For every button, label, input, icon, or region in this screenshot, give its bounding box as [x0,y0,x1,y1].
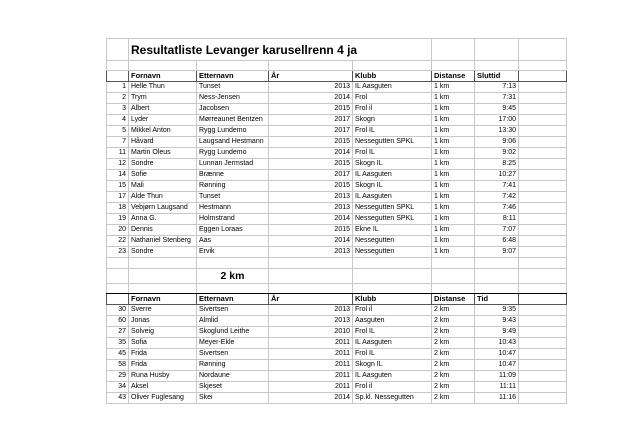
column-header[interactable]: Klubb [353,71,432,82]
distance-cell[interactable]: 1 km [432,104,475,115]
finish-time-cell[interactable]: 9:07 [475,247,519,258]
last-name-cell[interactable]: Rønning [197,181,269,192]
birth-year-cell[interactable]: 2010 [269,327,353,338]
column-header[interactable]: Klubb [353,294,432,305]
column-header[interactable]: År [269,71,353,82]
column-header[interactable]: Fornavn [129,71,197,82]
empty-cell[interactable] [129,61,197,71]
title-row [107,39,567,61]
finish-time-cell[interactable]: 13:30 [475,126,519,137]
empty-cell[interactable] [353,268,432,283]
start-number-cell[interactable]: 5 [107,126,129,137]
last-name-cell[interactable]: Sivertsen [197,349,269,360]
distance-cell[interactable]: 1 km [432,247,475,258]
start-number-cell[interactable]: 60 [107,316,129,327]
last-name-cell[interactable]: Almlid [197,316,269,327]
birth-year-cell[interactable]: 2011 [269,382,353,393]
result-row [107,360,567,371]
empty-cell[interactable] [519,93,567,104]
last-name-cell[interactable]: Laugsand Hestmann [197,137,269,148]
empty-cell[interactable] [519,305,567,316]
empty-cell[interactable] [519,115,567,126]
result-row [107,93,567,104]
birth-year-cell[interactable]: 2013 [269,305,353,316]
empty-cell[interactable] [519,61,567,71]
empty-cell[interactable] [519,148,567,159]
result-row [107,327,567,338]
result-row [107,159,567,170]
distance-cell[interactable]: 1 km [432,148,475,159]
start-number-cell[interactable]: 12 [107,159,129,170]
start-number-cell[interactable]: 18 [107,203,129,214]
empty-cell[interactable] [269,258,353,268]
result-row [107,170,567,181]
first-name-cell[interactable]: Runa Husby [129,371,197,382]
header-row [107,294,567,305]
last-name-cell[interactable]: Rønning [197,360,269,371]
empty-cell[interactable] [129,258,197,268]
first-name-cell[interactable]: Alde Thun [129,192,197,203]
start-number-cell[interactable]: 30 [107,305,129,316]
distance-cell[interactable]: 1 km [432,137,475,148]
empty-cell[interactable] [129,283,197,293]
club-cell[interactable]: Nessegutten SPKL [353,137,432,148]
start-number-cell[interactable]: 20 [107,225,129,236]
empty-cell[interactable] [197,283,269,293]
column-header[interactable]: Etternavn [197,294,269,305]
club-cell[interactable]: IL Aasguten [353,170,432,181]
club-cell[interactable]: Skogn [353,115,432,126]
first-name-cell[interactable]: Martin Oleus [129,148,197,159]
club-cell[interactable]: Nessegutten [353,247,432,258]
column-header[interactable]: Tid [475,294,519,305]
result-row [107,349,567,360]
club-cell[interactable]: Nessegutten [353,236,432,247]
first-name-cell[interactable]: Oliver Fuglesang [129,393,197,404]
birth-year-cell[interactable]: 2014 [269,93,353,104]
first-name-cell[interactable]: Sofie [129,170,197,181]
last-name-cell[interactable]: Meyer-Ekle [197,338,269,349]
finish-time-cell[interactable]: 7:46 [475,203,519,214]
empty-cell[interactable] [269,283,353,293]
birth-year-cell[interactable]: 2013 [269,247,353,258]
birth-year-cell[interactable]: 2011 [269,338,353,349]
empty-cell[interactable] [269,61,353,71]
empty-cell[interactable] [197,61,269,71]
club-cell[interactable]: Aasguten [353,316,432,327]
first-name-cell[interactable]: Albert [129,104,197,115]
column-header[interactable]: Fornavn [129,294,197,305]
club-cell[interactable]: Nessegutten SPKL [353,203,432,214]
first-name-cell[interactable]: Helle Thun [129,82,197,93]
finish-time-cell[interactable]: 9:49 [475,327,519,338]
result-row [107,393,567,404]
last-name-cell[interactable]: Ness-Jensen [197,93,269,104]
start-number-cell[interactable]: 58 [107,360,129,371]
results-spreadsheet [106,38,567,404]
empty-cell[interactable] [519,247,567,258]
start-number-cell[interactable]: 7 [107,137,129,148]
empty-cell[interactable] [107,71,129,82]
last-name-cell[interactable]: Skei [197,393,269,404]
last-name-cell[interactable]: Rygg Lundemo [197,126,269,137]
empty-cell[interactable] [107,258,129,268]
distance-cell[interactable]: 1 km [432,93,475,104]
club-cell[interactable]: Frol il [353,382,432,393]
start-number-cell[interactable]: 45 [107,349,129,360]
empty-cell[interactable] [519,294,567,305]
first-name-cell[interactable]: Vebjørn Laugsand [129,203,197,214]
sheet-body [107,39,567,404]
distance-cell[interactable]: 2 km [432,349,475,360]
result-row [107,247,567,258]
first-name-cell[interactable]: Solveig [129,327,197,338]
result-row [107,126,567,137]
club-cell[interactable]: Frol il [353,305,432,316]
first-name-cell[interactable]: Anna G. [129,214,197,225]
club-cell[interactable]: Frol IL [353,327,432,338]
birth-year-cell[interactable]: 2015 [269,159,353,170]
empty-cell[interactable] [269,268,353,283]
last-name-cell[interactable]: Jacobsen [197,104,269,115]
empty-cell[interactable] [519,170,567,181]
club-cell[interactable]: Skogn IL [353,360,432,371]
start-number-cell[interactable]: 4 [107,115,129,126]
empty-cell[interactable] [475,283,519,293]
club-cell[interactable]: IL Aasguten [353,338,432,349]
distance-cell[interactable]: 1 km [432,115,475,126]
blank-row [107,283,567,293]
last-name-cell[interactable]: Ervik [197,247,269,258]
empty-cell[interactable] [432,39,475,61]
last-name-cell[interactable]: Tunset [197,192,269,203]
empty-cell[interactable] [519,39,567,61]
last-name-cell[interactable]: Rygg Lundemo [197,148,269,159]
empty-cell[interactable] [519,192,567,203]
empty-cell[interactable] [107,294,129,305]
first-name-cell[interactable]: Frida [129,360,197,371]
club-cell[interactable]: Skogn IL [353,159,432,170]
empty-cell[interactable] [519,371,567,382]
birth-year-cell[interactable]: 2013 [269,82,353,93]
start-number-cell[interactable]: 22 [107,236,129,247]
distance-cell[interactable]: 2 km [432,305,475,316]
first-name-cell[interactable]: Nathaniel Stenberg [129,236,197,247]
distance-cell[interactable]: 1 km [432,203,475,214]
result-row [107,137,567,148]
column-header[interactable]: År [269,294,353,305]
result-row [107,148,567,159]
finish-time-cell[interactable]: 7:13 [475,82,519,93]
empty-cell[interactable] [519,104,567,115]
distance-cell[interactable]: 2 km [432,382,475,393]
birth-year-cell[interactable]: 2015 [269,181,353,192]
empty-cell[interactable] [432,283,475,293]
club-cell[interactable]: IL Aasguten [353,82,432,93]
empty-cell[interactable] [475,61,519,71]
distance-cell[interactable]: 2 km [432,338,475,349]
finish-time-cell[interactable]: 10:47 [475,360,519,371]
birth-year-cell[interactable]: 2014 [269,236,353,247]
empty-cell[interactable] [519,382,567,393]
sheet-title[interactable]: Resultatliste Levanger karusellrenn 4 ja [129,39,432,61]
finish-time-cell[interactable]: 7:07 [475,225,519,236]
finish-time-cell[interactable]: 7:41 [475,181,519,192]
empty-cell[interactable] [519,349,567,360]
start-number-cell[interactable]: 43 [107,393,129,404]
distance-cell[interactable]: 1 km [432,192,475,203]
distance-cell[interactable]: 2 km [432,371,475,382]
empty-cell[interactable] [197,258,269,268]
section-heading[interactable]: 2 km [197,268,269,283]
result-row [107,338,567,349]
club-cell[interactable]: Frol IL [353,126,432,137]
finish-time-cell[interactable]: 10:43 [475,338,519,349]
first-name-cell[interactable]: Sofia [129,338,197,349]
birth-year-cell[interactable]: 2011 [269,349,353,360]
first-name-cell[interactable]: Frida [129,349,197,360]
last-name-cell[interactable]: Skjeset [197,382,269,393]
birth-year-cell[interactable]: 2017 [269,115,353,126]
result-row [107,382,567,393]
empty-cell[interactable] [519,225,567,236]
empty-cell[interactable] [353,283,432,293]
column-header[interactable]: Distanse [432,294,475,305]
distance-cell[interactable]: 1 km [432,159,475,170]
empty-cell[interactable] [107,268,129,283]
result-row [107,181,567,192]
last-name-cell[interactable]: Tunset [197,82,269,93]
last-name-cell[interactable]: Eggen Loraas [197,225,269,236]
finish-time-cell[interactable]: 9:06 [475,137,519,148]
finish-time-cell[interactable]: 9:45 [475,104,519,115]
start-number-cell[interactable]: 15 [107,181,129,192]
last-name-cell[interactable]: Sivertsen [197,305,269,316]
last-name-cell[interactable]: Hestmann [197,203,269,214]
club-cell[interactable]: Frol IL [353,148,432,159]
result-row [107,371,567,382]
empty-cell[interactable] [519,214,567,225]
empty-cell[interactable] [475,258,519,268]
column-header[interactable]: Sluttid [475,71,519,82]
result-row [107,214,567,225]
last-name-cell[interactable]: Lunnan Jermstad [197,159,269,170]
empty-cell[interactable] [475,39,519,61]
finish-time-cell[interactable]: 9:02 [475,148,519,159]
club-cell[interactable]: Nessegutten SPKL [353,214,432,225]
blank-row [107,61,567,71]
finish-time-cell[interactable]: 11:09 [475,371,519,382]
distance-cell[interactable]: 1 km [432,126,475,137]
start-number-cell[interactable]: 19 [107,214,129,225]
empty-cell[interactable] [107,39,129,61]
birth-year-cell[interactable]: 2013 [269,316,353,327]
empty-cell[interactable] [519,360,567,371]
distance-cell[interactable]: 1 km [432,225,475,236]
empty-cell[interactable] [519,283,567,293]
result-row [107,236,567,247]
empty-cell[interactable] [519,258,567,268]
finish-time-cell[interactable]: 6:48 [475,236,519,247]
distance-cell[interactable]: 2 km [432,393,475,404]
finish-time-cell[interactable]: 8:25 [475,159,519,170]
empty-cell[interactable] [475,268,519,283]
empty-cell[interactable] [432,258,475,268]
empty-cell[interactable] [519,159,567,170]
first-name-cell[interactable]: Sondre [129,247,197,258]
result-row [107,104,567,115]
last-name-cell[interactable]: Aas [197,236,269,247]
first-name-cell[interactable]: Lyder [129,115,197,126]
birth-year-cell[interactable]: 2015 [269,137,353,148]
empty-cell[interactable] [519,393,567,404]
start-number-cell[interactable]: 11 [107,148,129,159]
birth-year-cell[interactable]: 2015 [269,225,353,236]
start-number-cell[interactable]: 2 [107,93,129,104]
start-number-cell[interactable]: 1 [107,82,129,93]
empty-cell[interactable] [519,126,567,137]
empty-cell[interactable] [353,61,432,71]
empty-cell[interactable] [353,258,432,268]
first-name-cell[interactable]: Sverre [129,305,197,316]
column-header[interactable]: Etternavn [197,71,269,82]
distance-cell[interactable]: 2 km [432,360,475,371]
empty-cell[interactable] [519,236,567,247]
club-cell[interactable]: Frol [353,93,432,104]
finish-time-cell[interactable]: 11:16 [475,393,519,404]
result-row [107,192,567,203]
finish-time-cell[interactable]: 7:42 [475,192,519,203]
birth-year-cell[interactable]: 2014 [269,393,353,404]
result-row [107,316,567,327]
empty-cell[interactable] [107,61,129,71]
first-name-cell[interactable]: Håvard [129,137,197,148]
distance-cell[interactable]: 2 km [432,327,475,338]
distance-cell[interactable]: 1 km [432,214,475,225]
empty-cell[interactable] [519,268,567,283]
start-number-cell[interactable]: 23 [107,247,129,258]
birth-year-cell[interactable]: 2017 [269,170,353,181]
empty-cell[interactable] [519,338,567,349]
empty-cell[interactable] [519,316,567,327]
column-header[interactable]: Distanse [432,71,475,82]
club-cell[interactable]: Skogn IL [353,181,432,192]
club-cell[interactable]: Ekne IL [353,225,432,236]
club-cell[interactable]: IL Aasguten [353,371,432,382]
first-name-cell[interactable]: Jonas [129,316,197,327]
club-cell[interactable]: IL Aasguten [353,192,432,203]
section-heading-row [107,268,567,283]
distance-cell[interactable]: 1 km [432,181,475,192]
distance-cell[interactable]: 1 km [432,170,475,181]
finish-time-cell[interactable]: 9:43 [475,316,519,327]
finish-time-cell[interactable]: 10:47 [475,349,519,360]
birth-year-cell[interactable]: 2011 [269,360,353,371]
last-name-cell[interactable]: Mørreaunet Bentzen [197,115,269,126]
finish-time-cell[interactable]: 8:11 [475,214,519,225]
birth-year-cell[interactable]: 2013 [269,192,353,203]
finish-time-cell[interactable]: 7:31 [475,93,519,104]
start-number-cell[interactable]: 29 [107,371,129,382]
last-name-cell[interactable]: Holmstrand [197,214,269,225]
result-row [107,115,567,126]
first-name-cell[interactable]: Aksel [129,382,197,393]
result-row [107,225,567,236]
club-cell[interactable]: Frol il [353,104,432,115]
empty-cell[interactable] [519,82,567,93]
header-row [107,71,567,82]
first-name-cell[interactable]: Mikkel Anton [129,126,197,137]
first-name-cell[interactable]: Sondre [129,159,197,170]
start-number-cell[interactable]: 35 [107,338,129,349]
empty-cell[interactable] [519,181,567,192]
distance-cell[interactable]: 1 km [432,82,475,93]
club-cell[interactable]: Sp.kl. Nessegutten [353,393,432,404]
last-name-cell[interactable]: Brænne [197,170,269,181]
first-name-cell[interactable]: Dennis [129,225,197,236]
last-name-cell[interactable]: Skoglund Leithe [197,327,269,338]
birth-year-cell[interactable]: 2014 [269,148,353,159]
finish-time-cell[interactable]: 11:11 [475,382,519,393]
empty-cell[interactable] [432,268,475,283]
result-row [107,82,567,93]
club-cell[interactable]: Frol IL [353,349,432,360]
first-name-cell[interactable]: Trym [129,93,197,104]
birth-year-cell[interactable]: 2013 [269,203,353,214]
last-name-cell[interactable]: Nordaune [197,371,269,382]
empty-cell[interactable] [432,61,475,71]
start-number-cell[interactable]: 34 [107,382,129,393]
empty-cell[interactable] [129,268,197,283]
distance-cell[interactable]: 2 km [432,316,475,327]
birth-year-cell[interactable]: 2014 [269,214,353,225]
finish-time-cell[interactable]: 17:00 [475,115,519,126]
blank-row [107,258,567,268]
empty-cell[interactable] [519,327,567,338]
result-row [107,203,567,214]
start-number-cell[interactable]: 14 [107,170,129,181]
finish-time-cell[interactable]: 9:35 [475,305,519,316]
birth-year-cell[interactable]: 2017 [269,126,353,137]
empty-cell[interactable] [519,203,567,214]
empty-cell[interactable] [107,283,129,293]
start-number-cell[interactable]: 17 [107,192,129,203]
empty-cell[interactable] [519,71,567,82]
finish-time-cell[interactable]: 10:27 [475,170,519,181]
birth-year-cell[interactable]: 2011 [269,371,353,382]
first-name-cell[interactable]: Mali [129,181,197,192]
empty-cell[interactable] [519,137,567,148]
birth-year-cell[interactable]: 2015 [269,104,353,115]
result-row [107,305,567,316]
start-number-cell[interactable]: 27 [107,327,129,338]
start-number-cell[interactable]: 3 [107,104,129,115]
distance-cell[interactable]: 1 km [432,236,475,247]
